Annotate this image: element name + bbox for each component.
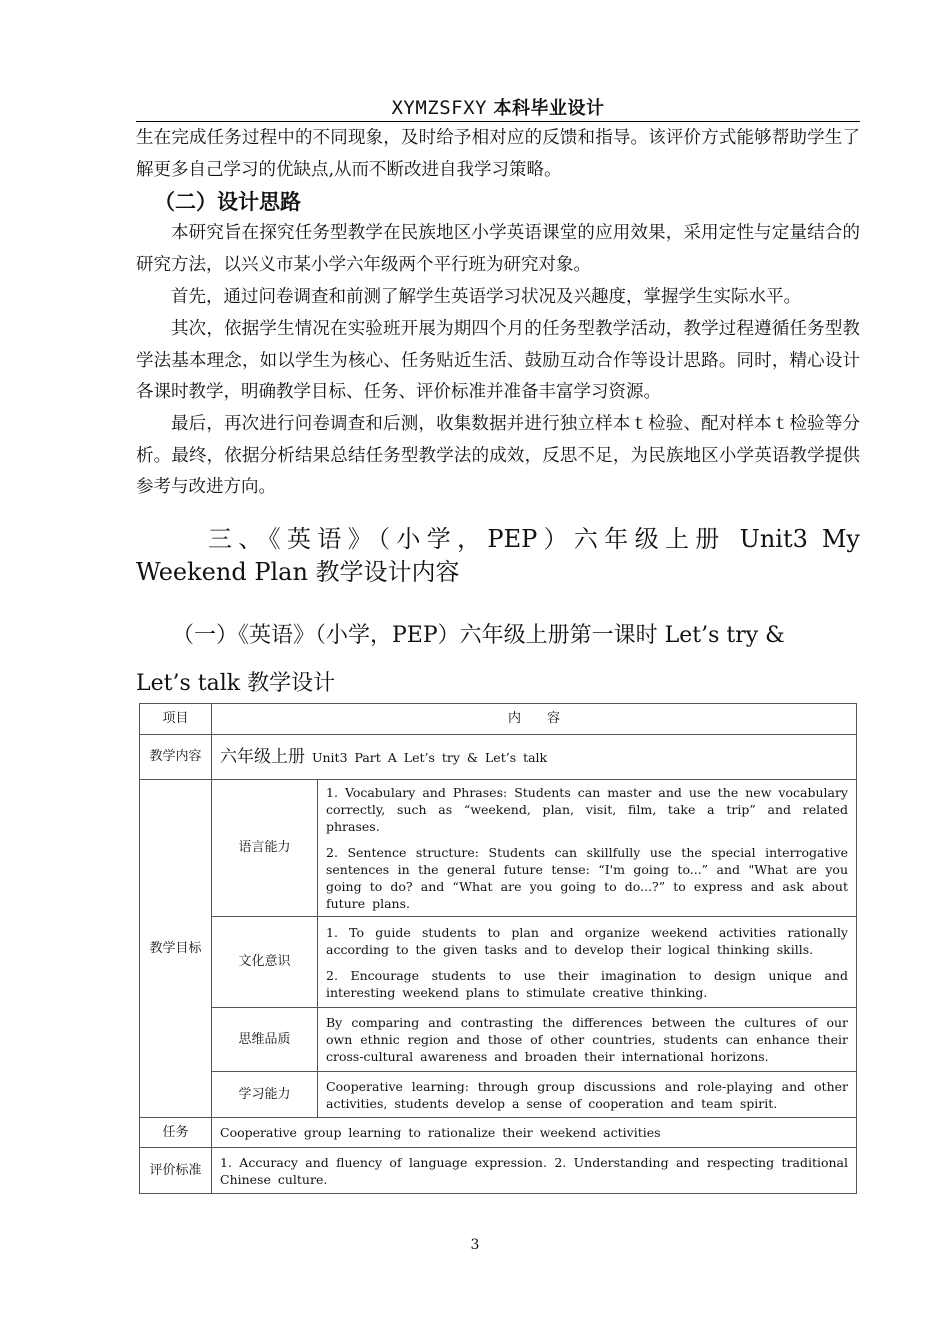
paragraph-research-aim: 本研究旨在探究任务型教学在民族地区小学英语课堂的应用效果，采用定性与定量结合的研究方法，以兴义市某小学六年级两个平行班为研究对象。 [136,223,860,275]
section-heading-line2-cn: 教学设计内容 [315,558,460,586]
paragraph-second: 其次，依据学生情况在实验班开展为期四个月的任务型教学活动，教学过程遵循任务型教学法基本理念，如以学生为核心、任务贴近生活、鼓励互动合作等设计思路。同时，精心设计各课时教学，明确教学目标、任务、评价标准并准备丰富学习资源。 [136,319,860,402]
goal-content [318,1008,857,1072]
goal-item: 1. Vocabulary and Phrases: Students can master and use the new vocabulary correctly, such as “weekend, plan, visit, film, take a trip” and related phrases. [326,785,848,834]
paragraph-first: 首先，通过问卷调查和前测了解学生英语学习状况及兴趣度，掌握学生实际水平。 [171,287,801,307]
table-header-row [140,704,857,735]
evaluation-label: 评价标准 [140,1148,212,1194]
evaluation-text: 1. Accuracy and fluency of language expression. 2. Understanding and respecting traditional Chinese culture. [212,1148,857,1194]
header-title: 本科毕业设计 [493,98,605,119]
content-cell [212,735,857,780]
goal-item: 2. Encourage students to use their imagination to design unique and interesting weekend plans to stimulate creative thinking. [326,967,848,1000]
goal-item: By comparing and contrasting the differences between the cultures of our own ethnic region and those of other countries, students can enhance their cross-cultural awareness and broaden their international horizons. [326,1015,848,1064]
table-row-content [140,735,857,780]
goal-label: 文化意识 [212,917,318,1008]
table-row-goal [140,780,857,917]
goal-item: 1. To guide students to plan and organize weekend activities rationally according to the given tasks and to develop their logical thinking skills. [326,924,848,957]
goal-content [318,917,857,1008]
task-text: Cooperative group learning to rationalize their weekend activities [212,1118,857,1148]
goal-label: 语言能力 [212,780,318,917]
content-cn: 六年级上册 [220,746,305,767]
paragraph-continued: 生在完成任务过程中的不同现象，及时给予相对应的反馈和指导。该评价方式能够帮助学生了解更多自己学习的优缺点,从而不断改进自我学习策略。 [136,128,860,180]
task-label: 任务 [140,1118,212,1148]
table-row-evaluation [140,1148,857,1194]
table-row-goal [140,1072,857,1118]
col-item-header: 项目 [140,704,212,735]
header-latin: XYMZSFXY [391,97,487,119]
paragraph-finally: 最后，再次进行问卷调查和后测，收集数据并进行独立样本ｔ检验、配对样本ｔ检验等分析。最终，依据分析结果总结任务型教学法的成效，反思不足，为民族地区小学英语教学提供参考与改进方向。 [136,414,860,497]
subheading-design-idea: （二）设计思路 [154,190,301,214]
table-row-goal [140,1008,857,1072]
goal-label: 学习能力 [212,1072,318,1118]
table-row-goal [140,917,857,1008]
content-en: Unit3 Part A Let’s try & Let’s talk [305,749,548,765]
lesson-heading-line2-en: Let’s talk [136,671,248,696]
teaching-design-table [139,703,857,1194]
lesson-heading [136,612,860,708]
goal-content [318,1072,857,1118]
section-heading [136,523,860,589]
content-label: 教学内容 [140,735,212,780]
page-number: 3 [470,1237,480,1253]
section-heading-line1: 三、《英语》（小学，PEP）六年级上册 Unit3 My [208,525,860,553]
page-header [136,94,860,122]
lesson-heading-line2-cn: 教学设计 [247,671,336,696]
goal-item: Cooperative learning: through group discussions and role-playing and other activities, students develop a sense of cooperation and team spirit. [326,1078,848,1111]
col-content-header: 内 容 [212,704,857,735]
lesson-heading-line1: （一）《英语》（小学，PEP）六年级上册第一课时 Let’s try & [172,623,785,648]
section-heading-line2-en: Weekend Plan [136,558,316,586]
goal-content [318,780,857,917]
table-row-task [140,1118,857,1148]
goal-label: 思维品质 [212,1008,318,1072]
goals-label: 教学目标 [140,780,212,1118]
goal-item: 2. Sentence structure: Students can skillfully use the special interrogative sentences in the general future tense: “I'm going to...” and "What are you going to do? and “What are you going to do...?” to express and ask about future plans. [326,845,848,911]
